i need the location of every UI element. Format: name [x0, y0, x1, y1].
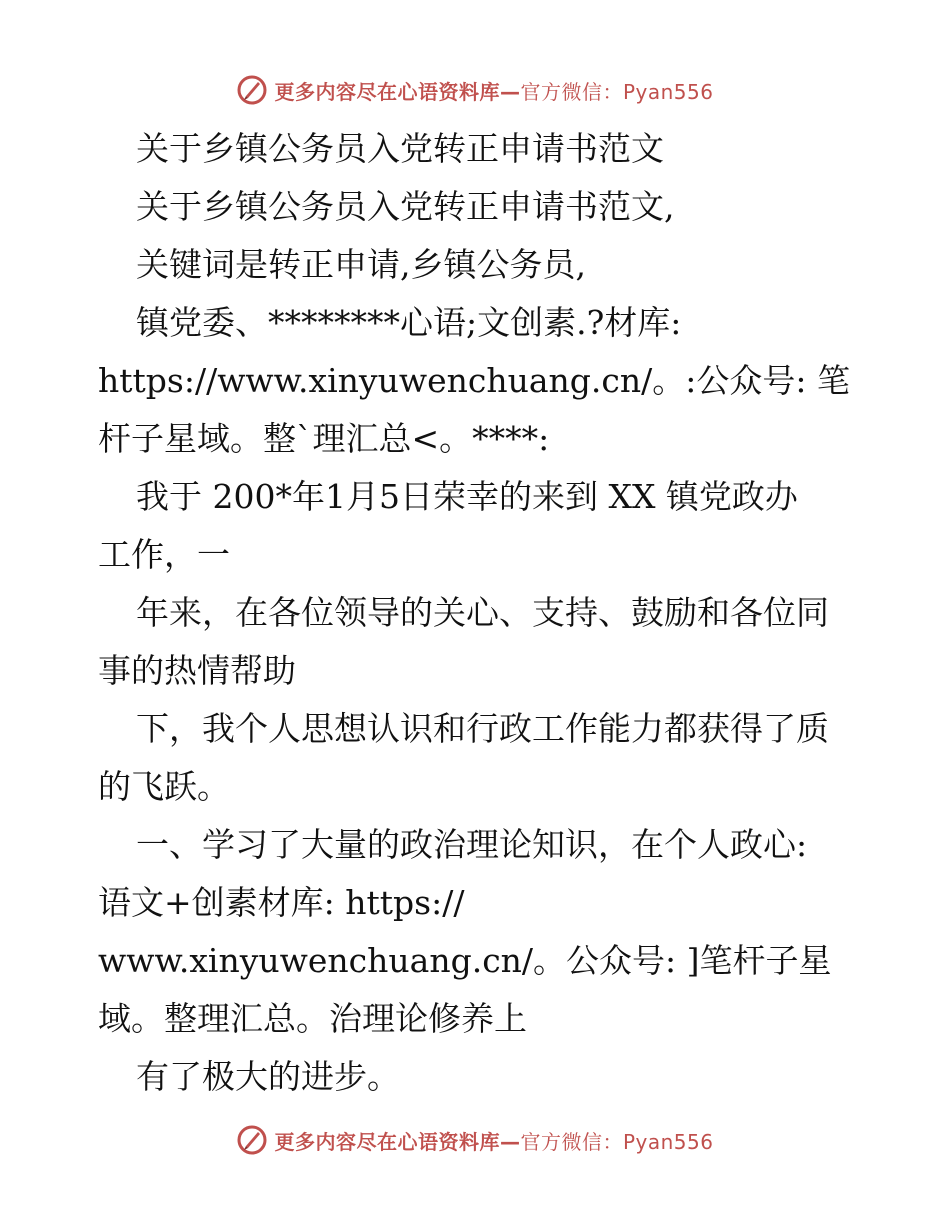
text-line: 关于乡镇公务员入党转正申请书范文 — [136, 129, 664, 168]
text-line: 杆子星域。整`理汇总<。****: — [98, 419, 550, 458]
text-line: 关键词是转正申请,乡镇公务员, — [136, 245, 586, 284]
text-line: 一、学习了大量的政治理论知识，在个人政心: — [136, 825, 808, 864]
text-line: https://www.xinyuwenchuang.cn/。:公众号: 笔 — [98, 361, 850, 400]
watermark-text: 更多内容尽在心语资料库—官方微信：Pyan556 — [274, 79, 714, 104]
text-line: 的飞跃。 — [98, 767, 230, 806]
watermark-banner-top — [0, 70, 950, 110]
text-line: 事的热情帮助 — [98, 651, 296, 690]
text-line: 下，我个人思想认识和行政工作能力都获得了质 — [136, 709, 829, 748]
quill-logo-icon — [236, 74, 268, 106]
text-line: www.xinyuwenchuang.cn/。公众号: ]笔杆子星 — [98, 941, 832, 980]
watermark-text: 更多内容尽在心语资料库—官方微信：Pyan556 — [274, 1129, 714, 1154]
watermark-banner-bottom — [0, 1120, 950, 1160]
document-body — [98, 120, 858, 1106]
quill-logo-icon — [236, 1124, 268, 1156]
text-line: 域。整理汇总。治理论修养上 — [98, 999, 527, 1038]
text-line: 工作，一 — [98, 535, 230, 574]
text-line: 有了极大的进步。 — [136, 1057, 400, 1096]
text-line: 关于乡镇公务员入党转正申请书范文, — [136, 187, 675, 226]
text-line: 语文+创素材库: https:// — [98, 883, 465, 922]
text-line: 年来，在各位领导的关心、支持、鼓励和各位同 — [136, 593, 829, 632]
text-line: 镇党委、********心语;文创素.?材库: — [136, 303, 682, 342]
text-line: 我于 200*年1月5日荣幸的来到 XX 镇党政办 — [136, 477, 798, 516]
